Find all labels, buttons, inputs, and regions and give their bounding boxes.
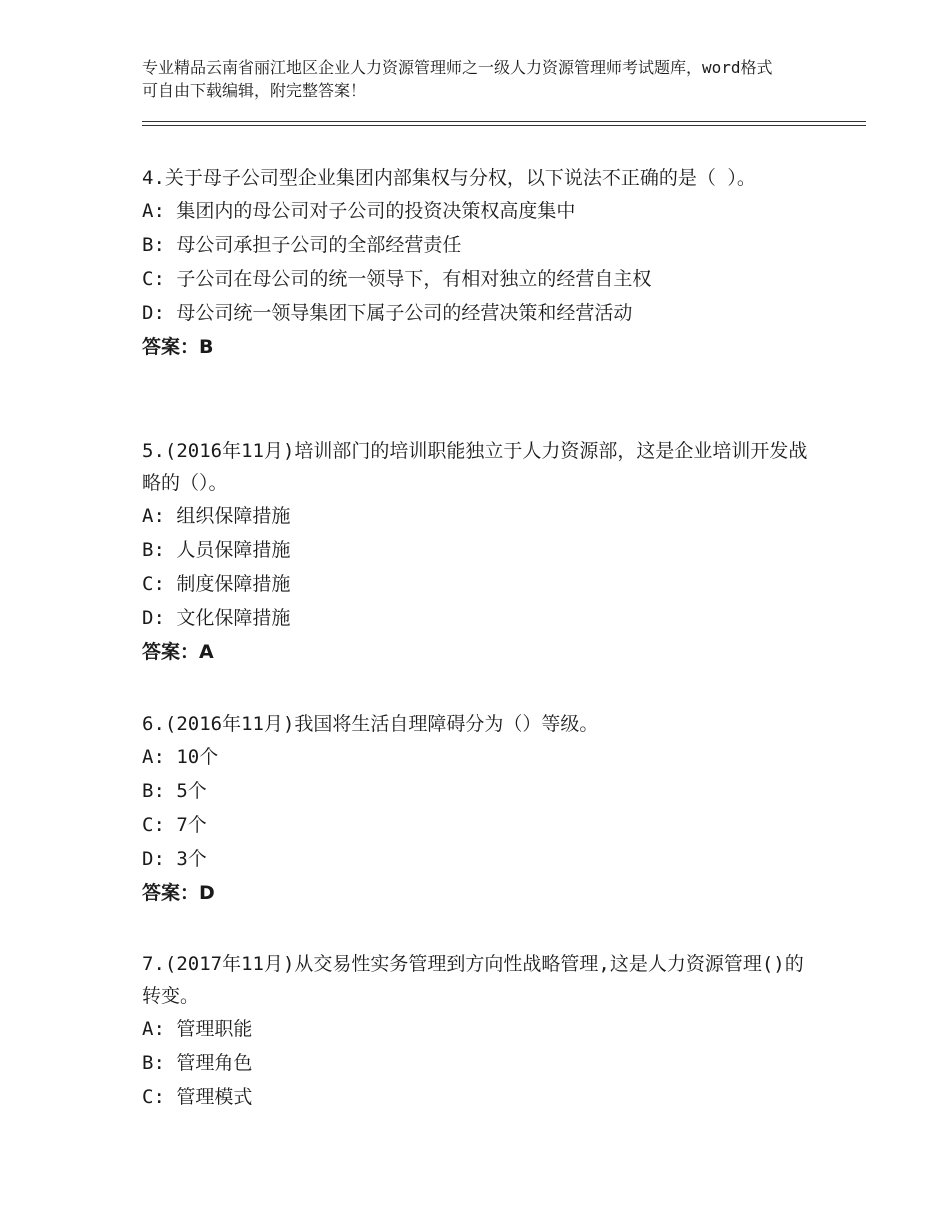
option-b: B: 人员保障措施 [142, 539, 291, 561]
option-a: A: 组织保障措施 [142, 505, 291, 527]
answer: 答案：D [142, 882, 215, 904]
question-text: 7.(2017年11月)从交易性实务管理到方向性战略管理,这是人力资源管理()的转变。 [142, 953, 804, 1007]
option-d: D: 母公司统一领导集团下属子公司的经营决策和经营活动 [142, 302, 633, 324]
option-c: C: 子公司在母公司的统一领导下，有相对独立的经营自主权 [142, 268, 652, 290]
option-c: C: 7个 [142, 814, 207, 836]
question-5 [142, 435, 822, 669]
question-7 [142, 948, 822, 1114]
option-d: D: 3个 [142, 848, 207, 870]
option-c: C: 制度保障措施 [142, 573, 291, 595]
option-c: C: 管理模式 [142, 1086, 253, 1108]
header-title: 专业精品云南省丽江地区企业人力资源管理师之一级人力资源管理师考试题库，word格式可自由下载编辑，附完整答案！ [142, 58, 773, 100]
option-a: A: 管理职能 [142, 1018, 253, 1040]
question-text: 5.(2016年11月)培训部门的培训职能独立于人力资源部，这是企业培训开发战略的（）。 [142, 440, 808, 494]
question-6 [142, 708, 822, 910]
option-a: A: 集团内的母公司对子公司的投资决策权高度集中 [142, 200, 576, 222]
header-divider-top [142, 121, 866, 122]
option-b: B: 母公司承担子公司的全部经营责任 [142, 234, 462, 256]
question-text: 6.(2016年11月)我国将生活自理障碍分为（）等级。 [142, 713, 599, 735]
option-b: B: 管理角色 [142, 1052, 253, 1074]
answer: 答案：B [142, 336, 214, 358]
question-text: 4.关于母子公司型企业集团内部集权与分权，以下说法不正确的是（ ）。 [142, 167, 756, 189]
option-a: A: 10个 [142, 746, 219, 768]
question-4 [142, 162, 822, 364]
option-d: D: 文化保障措施 [142, 607, 291, 629]
answer: 答案：A [142, 641, 214, 663]
option-b: B: 5个 [142, 780, 207, 802]
document-header [142, 56, 782, 102]
header-divider-bottom [142, 125, 866, 126]
